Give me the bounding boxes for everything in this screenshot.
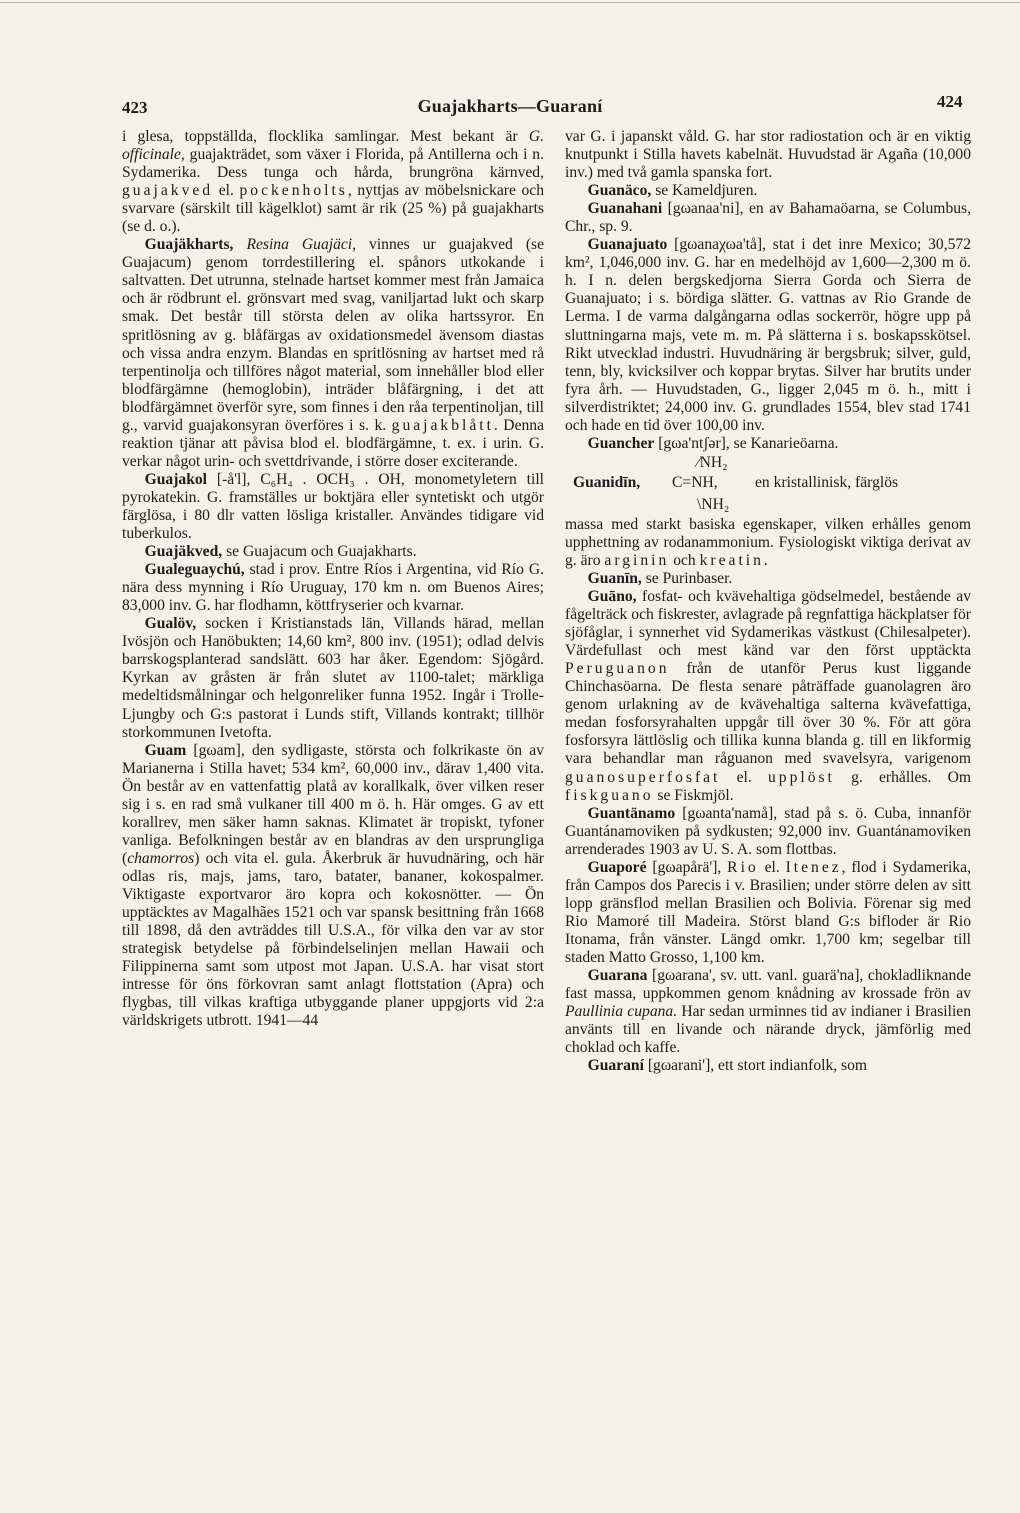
entry-headword: Guam	[144, 741, 187, 759]
entry-text-sp: Rio	[727, 858, 759, 876]
entry-paragraph	[565, 859, 971, 967]
entry-text: , nyttjas av möbelsnickare och svarvare (särskilt till kägelklot) samt är rik (25 %) på guajakharts (se d. o.).	[122, 182, 544, 236]
entry-text: fosfat- och kvävehaltiga gödselmedel, bestående av fågelträck och fiskrester, avlagrade på regnfattiga häckplatser för sjöfåglar, i synnerhet vid Sydamerikas västkust (Chilesalpeter). Värdefullast och mest känd var den först upptäckta	[565, 588, 971, 660]
entry-headword: Guajäkharts,	[144, 236, 234, 254]
entry-paragraph	[122, 615, 544, 741]
entry-paragraph	[565, 1057, 971, 1075]
entry-headword: Gualeguaychú,	[144, 561, 245, 579]
entry-paragraph	[122, 543, 544, 561]
entry-text: g. erhålles. Om	[834, 768, 971, 786]
entry-paragraph	[122, 128, 544, 236]
entry-text: el.	[213, 182, 240, 200]
entry-text-it: Paullinia cupana.	[565, 1003, 678, 1021]
entry-headword: Guantänamo	[587, 804, 676, 822]
entry-text: [-å'l], C₆H₄ . OCH₃ . OH, monometyletern till pyrokatekin. G. framställes ur boktjära eller syntetiskt och utgör färglösa, i 80 dlr vatten lösliga kristaller. Användes tidigare vid tuberkulos.	[122, 470, 544, 543]
entry-paragraph	[565, 516, 971, 570]
entry-text: var G. i japanskt våld. G. har stor radiostation och är en viktig knutpunkt i Stilla havets kabelnät. Huvudstad är Agaña (10,000 inv.) med två gamla spanska fort.	[565, 128, 971, 182]
entry-paragraph	[122, 471, 544, 543]
entry-text: massa med starkt basiska egenskaper, vilken erhålles genom upphettning av rodanammonium. Fysiologiskt viktiga derivat av g. äro	[565, 515, 971, 569]
entry-text-sp: kreatin	[699, 551, 764, 569]
entry-text: [gωapårä'],	[646, 858, 728, 876]
right-column	[565, 128, 971, 1075]
formula-headword: Guanidīn,	[573, 473, 641, 491]
page-number-left: 423	[122, 98, 148, 117]
entry-paragraph	[122, 742, 544, 1031]
entry-text-sp: arginin	[604, 551, 670, 569]
entry-text: [gωarana', sv. utt. vanl. guarä'na], chokladliknande fast massa, uppkommen genom knådning av krossade frön av	[565, 967, 971, 1003]
page-header	[0, 92, 1020, 122]
entry-headword: Guaporé	[587, 858, 647, 876]
entry-text: el.	[758, 858, 786, 876]
entry-text: Har sedan urminnes tid av indianer i Brasilien använts till en livande och närande dryck, jämförlig med choklad och kaffe.	[565, 1003, 971, 1057]
left-column	[122, 128, 544, 1030]
entry-text: [gωam], den sydligaste, största och folkrikaste ön av Marianerna i Stilla havet; 534 km², 60,000 inv., därav 1,400 vita. Ön består av en vattenfattig platå av korallkalk, över vilken reser sig i s. en rad små vulkaner till 400 m ö. h. Här omges. G av ett korallrev, men säker hamn saknas. Klimatet är tropiskt, tyfoner vanliga. Befolkningen består av en blandras av den ursprungliga (	[122, 741, 544, 867]
entry-text: [gωa'ntʃər], se Kanarieöarna.	[654, 434, 839, 452]
entry-text: .	[763, 551, 768, 569]
entry-paragraph	[565, 805, 971, 859]
left-entries	[122, 128, 544, 1030]
entry-text-sp: fiskguano	[565, 786, 654, 804]
entry-paragraph	[565, 236, 971, 435]
entry-headword: Guanäco,	[587, 182, 652, 200]
entry-text: [gωanaχωa'tå], stat i det inre Mexico; 30,572 km², 1,046,000 inv. G. har en medelhöjd av 1,600—2,300 m ö. h. I n. delen bergskedjorna Sierra Gorda och Sierra de Guanajuato; i s. bördiga slätter. G. vattnas av Rio Grande de Lerma. I de varma dalgångarna odlas sockerrör, högre upp på sluttningarna majs, vete m. m. På slätterna i s. boskapsskötsel. Rikt utvecklad industri. Huvudnäring är bergsbruk; silver, guld, tenn, bly, kvicksilver och koppar brytas. Silver har brutits under fyra årh. — Huvudstaden, G., ligger 2,045 m ö. h., mitt i silverdistriktet; 24,000 inv. G. grundlades 1554, blev stad 1741 och hade en tid över 100,00 inv.	[565, 236, 971, 434]
right-entries-a	[565, 128, 971, 453]
entry-headword: Guanīn,	[587, 569, 642, 587]
entry-text: [gωanaa'ni], en av Bahamaöarna, se Columbus, Chr., sp. 9.	[565, 200, 971, 236]
entry-text: ) och vita el. gula. Åkerbruk är huvudnäring, och här odlas ris, majs, jams, taro, batater, bananer, kokospalmer. Viktigaste exportvaror äro kopra och kokosnötter. — Ön upptäcktes av Magalhães 1521 och var spansk besittning från 1668 till 1898, då den avträddes till U.S.A., för vilka den var av stor strategisk betydelse på förbindelselinjen mellan Hawaii och Filippinerna samt som utpost mot Japan. U.S.A. har visat stort intresse för öns förkovran samt anlagt flottstation (Apra) och flygbas, till vilkas kraftiga utbyggande planer uppgjorts vid 2:a världskrigets utbrott. 1941—44	[122, 849, 544, 1030]
page-top-edge	[0, 2, 1020, 3]
entry-headword: Guāno,	[587, 588, 637, 606]
entry-headword: Guajakol	[144, 470, 207, 488]
entry-paragraph	[122, 236, 544, 471]
entry-text: guajakträdet, som växer i Florida, på Antillerna och i n. Sydamerika. Dess tunga och hårda, brungröna kärnved,	[122, 146, 544, 182]
entry-paragraph	[565, 128, 971, 182]
entry-text: stad i prov. Entre Ríos i Argentina, vid Río G. nära dess mynning i Río Uruguay, 170 km n. om Buenos Aires; 83,000 inv. G. har flodhamn, köttfryserier och kvarnar.	[122, 561, 544, 615]
entry-text-it: Resina Guajäci,	[246, 236, 357, 254]
entry-paragraph	[565, 435, 971, 453]
entry-text: se Guajacum och Guajakharts.	[222, 543, 417, 561]
entry-text	[233, 236, 246, 253]
entry-text: se Kameldjuren.	[651, 182, 758, 200]
entry-text-sp: guanosuperfosfat	[565, 768, 721, 786]
entry-text: , flod i Sydamerika, från Campos dos Parecis i v. Brasilien; under större delen av sitt lopp gränsflod mellan Brasilien och Bolivia. Förenar sig med Rio Mamoré till Madeira. Störst bland G:s bifloder är Rio Itonama, från vänster. Längd omkr. 1,700 km; segelbar till staden Matto Grosso, 1,100 km.	[565, 858, 971, 966]
entry-headword: Guaraní	[587, 1057, 644, 1075]
page-number-right: 424	[937, 92, 963, 111]
entry-text: se Purinbaser.	[641, 569, 733, 587]
entry-text: [gωanta'namå], stad på s. ö. Cuba, innanför Guantánamoviken på sydkusten; 92,000 inv. Guantánamoviken arrenderades 1903 av U. S. A. som flottbas.	[565, 804, 971, 858]
entry-headword: Guancher	[587, 434, 655, 452]
entry-paragraph	[565, 200, 971, 236]
entry-text-sp: guajakblått	[391, 416, 494, 434]
entry-text: . Denna reaktion tjänar att påvisa blod el. blodfärgämne, t. ex. i urin. G. verkar något urin- och svettdrivande, i större doser exciterande.	[122, 416, 545, 470]
entry-text-sp: upplöst	[767, 768, 835, 786]
entry-paragraph	[565, 967, 971, 1057]
entry-paragraph	[565, 588, 971, 805]
entry-text-sp: Peruguanon	[565, 660, 670, 678]
formula-nh2-bottom: \NH₂	[697, 495, 730, 513]
entry-paragraph	[565, 182, 971, 200]
entry-headword: Gualöv,	[144, 615, 197, 633]
entry-text-it: G. officinale,	[122, 128, 544, 164]
formula-nh2-top: ⁄NH₂	[697, 453, 728, 471]
entry-text: vinnes ur guajakved (se Guajacum) genom torrdestillering el. spånors utkokande i saltvatten. Det utrunna, stelnade hartset kommer mest från Jamaica och är rödbrunt el. grönsvart med svag, vaniljartad lukt och skarp smak. Det består till största delen av olika hartssyror. En spritlösning av g. blåfärgas av oxidationsmedel ävensom diastas och vissa andra enzym. Blandas en spritlösning av hartset med rå terpentinolja och tillföres något material, som innehåller blod eller blodfärgämne (hemoglobin), inträder blåfärgning, i det att blodfärgämnet överför syre, som finnes i den råa terpentinoljan, till g., varvid guajakonsyran överföres i s. k.	[122, 236, 545, 434]
formula-description: en kristallinisk, färglös	[755, 473, 899, 491]
entry-text-sp: pockenholts	[239, 182, 348, 200]
entry-text: och	[669, 551, 700, 569]
entry-headword: Guajäkved,	[144, 543, 223, 561]
entry-text: el.	[720, 768, 768, 786]
guanidin-formula	[565, 454, 971, 516]
entry-text: se Fiskmjöl.	[653, 786, 734, 804]
entry-text: i glesa, toppställda, flocklika samlingar. Mest bekant är	[122, 128, 529, 145]
right-entries-b	[565, 516, 971, 1075]
entry-paragraph	[565, 570, 971, 588]
entry-text: [gωarani'], ett stort indianfolk, som	[643, 1057, 868, 1075]
formula-carbon: C=NH,	[672, 473, 718, 491]
entry-headword: Guanajuato	[587, 236, 668, 254]
running-title: Guajakharts—Guaraní	[417, 96, 603, 116]
entry-text: socken i Kristianstads län, Villands härad, mellan Ivösjön och Hanöbukten; 14,60 km², 800 inv. (1951); odlad delvis barrskogsplanterad sandslätt. 603 har åker. Egendom: Sjögård. Kyrkan av gråsten är från slutet av 1100-talet; märkliga medeltidsmålningar och helgonreliker funna 1952. Ingår i Trolle-Ljungby och G:s pastorat i Lunds stift, Villands kontrakt; tillhör storkommunen Ivetofta.	[122, 615, 544, 741]
entry-text: från de utanför Perus kust liggande Chinchasöarna. De flesta senare påträffade guanolagren äro genom urlakning av de kvävehaltiga salterna kvävefattiga, medan fosforsyrahalten uppgår till över 30 %. För att göra fosforsyra lättlöslig och tillika kunna blanda g. till en likformig vara behandlar man råguanon med svavelsyra, varigenom	[565, 660, 971, 768]
entry-text-sp: Itenez	[785, 858, 842, 876]
entry-paragraph	[122, 561, 544, 615]
entry-text-it: chamorros	[127, 849, 195, 867]
entry-text-sp: guajakved	[122, 182, 214, 200]
entry-headword: Guarana	[587, 967, 648, 985]
entry-headword: Guanahani	[587, 200, 663, 218]
